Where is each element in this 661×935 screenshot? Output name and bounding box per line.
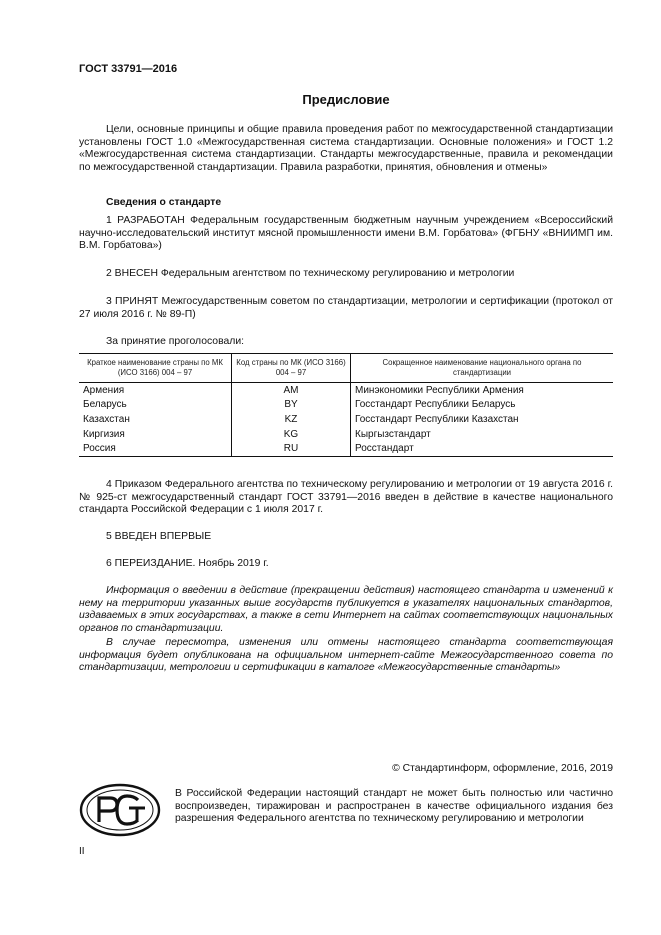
- intro-paragraph: [79, 124, 613, 174]
- code-cell: KG: [232, 427, 351, 442]
- table-header-code: Код страны по МК (ИСО 3166) 004 – 97: [232, 354, 351, 383]
- voting-table: [79, 353, 613, 457]
- body-cell: Минэкономики Республики Армения: [351, 383, 614, 398]
- reproduction-notice: [175, 788, 613, 826]
- item-adopted: [79, 296, 613, 321]
- rst-logo-icon: [79, 782, 161, 838]
- item-introduced: [79, 268, 613, 281]
- table-row: [79, 398, 613, 413]
- section-heading: Сведения о стандарте: [106, 197, 222, 208]
- item-reissue-text: 6 ПЕРЕИЗДАНИЕ. Ноябрь 2019 г.: [106, 558, 269, 569]
- country-cell: Киргизия: [83, 428, 125, 440]
- country-cell: Беларусь: [83, 399, 127, 411]
- body-cell: Росстандарт: [351, 441, 614, 456]
- code-cell: AM: [232, 383, 351, 398]
- reproduction-notice-text: В Российской Федерации настоящий стандарт не может быть полностью или частично воспроизведен, тиражирован и распространен в качестве официального издания без разрешения Федерального агентства по техническому регулированию и метрологии: [175, 788, 613, 825]
- table-row: [79, 383, 613, 398]
- table-row: [79, 427, 613, 442]
- table-row: [79, 441, 613, 456]
- copyright: © Стандартинформ, оформление, 2016, 2019: [392, 763, 613, 774]
- table-header-row: [79, 354, 613, 383]
- item-adopted-text: 3 ПРИНЯТ Межгосударственным советом по стандартизации, метрологии и сертификации (протокол от 27 июля 2016 г. № 89-П): [79, 296, 613, 320]
- item-reissue: [79, 558, 613, 571]
- item-order-text: 4 Приказом Федерального агентства по техническому регулированию и метрологии от 19 августа 2016 г. № 925-ст межгосударственный стандарт ГОСТ 33791—2016 введен в действие в качестве национального стандарта Российской Федерации с 1 июля 2017 г.: [79, 479, 613, 516]
- table-row: [79, 412, 613, 427]
- body-cell: Госстандарт Республики Казахстан: [351, 412, 614, 427]
- country-cell: Казахстан: [83, 413, 130, 425]
- item-first-time: [79, 531, 613, 544]
- info-paragraph-1-text: Информация о введении в действие (прекращении действия) настоящего стандарта и изменений к нему на территории указанных выше государств публикуется в указателях национальных стандартов, издаваемых в этих государствах, а также в сети Интернет на сайтах соответствующих национальных органов по стандартизации.: [79, 585, 613, 634]
- code-cell: BY: [232, 398, 351, 413]
- code-cell: KZ: [232, 412, 351, 427]
- table-header-country: Краткое наименование страны по МК (ИСО 3166) 004 – 97: [79, 354, 232, 383]
- page-number: II: [79, 846, 85, 857]
- document-code: ГОСТ 33791—2016: [79, 63, 178, 75]
- body-cell: Госстандарт Республики Беларусь: [351, 398, 614, 413]
- code-cell: RU: [232, 441, 351, 456]
- voted-label-text: За принятие проголосовали:: [106, 336, 245, 347]
- item-order: [79, 479, 613, 517]
- item-developed-text: 1 РАЗРАБОТАН Федеральным государственным бюджетным научным учреждением «Всероссийский научно-исследовательский институт мясной промышленности имени В.М. Горбатова» (ФГБНУ «ВНИИМП им. В.М. Горбатова»): [79, 215, 613, 252]
- table-header-body: Сокращенное наименование национального органа по стандартизации: [351, 354, 614, 383]
- voted-label: [79, 336, 613, 349]
- info-paragraph-1: [79, 585, 613, 635]
- item-first-time-text: 5 ВВЕДЕН ВПЕРВЫЕ: [106, 531, 212, 542]
- body-cell: Кыргызстандарт: [351, 427, 614, 442]
- info-paragraph-2: [79, 637, 613, 675]
- page-title: Предисловие: [302, 92, 390, 107]
- item-developed: [79, 215, 613, 253]
- info-paragraph-2-text: В случае пересмотра, изменения или отмены настоящего стандарта соответствующая информация будет опубликована на официальном интернет-сайте Межгосударственного совета по стандартизации, метрологии и сертификации в каталоге «Межгосударственные стандарты»: [79, 637, 613, 674]
- country-cell: Армения: [83, 384, 125, 396]
- item-introduced-text: 2 ВНЕСЕН Федеральным агентством по техническому регулированию и метрологии: [106, 268, 515, 279]
- country-cell: Россия: [79, 441, 232, 456]
- intro-text: Цели, основные принципы и общие правила проведения работ по межгосударственной стандартизации установлены ГОСТ 1.0 «Межгосударственная система стандартизации. Основные положения» и ГОСТ 1.2 «Межгосударственная система стандартизации. Стандарты межгосударственные, правила и рекомендации по межгосударственной стандартизации. Правила разработки, принятия, обновления и отмены»: [79, 124, 613, 173]
